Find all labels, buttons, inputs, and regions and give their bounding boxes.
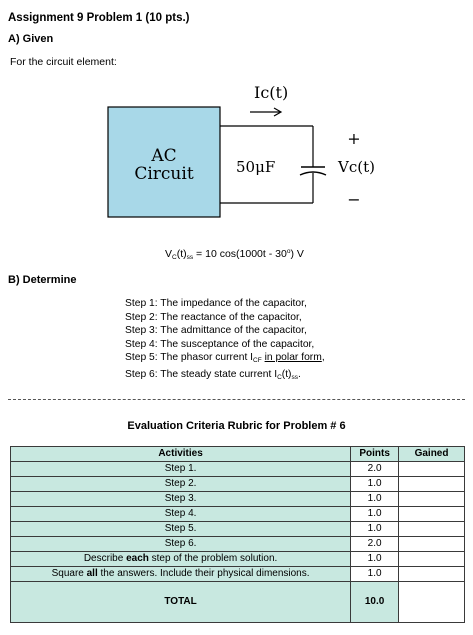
table-row [11, 522, 465, 537]
ac-label: AC [151, 146, 177, 166]
total-row [11, 582, 465, 623]
gained-cell [399, 492, 465, 507]
current-label: Ic(t) [254, 83, 289, 102]
total-gained-cell [399, 582, 465, 623]
activity-cell: Step 5. [11, 522, 351, 537]
total-points: 10.0 [351, 582, 399, 623]
step-5: Step 5: The phasor current $I_{CF}$ in polar form, [125, 352, 325, 365]
step-1: Step 1: The impedance of the capacitor, [125, 298, 307, 309]
table-row [11, 492, 465, 507]
table-row [11, 507, 465, 522]
gained-cell [399, 462, 465, 477]
page-title: Assignment 9 Problem 1 (10 pts.) [8, 12, 190, 24]
table-row [11, 477, 465, 492]
rubric-header-row [11, 447, 465, 462]
gained-cell [399, 552, 465, 567]
dashed-divider [8, 399, 465, 400]
gained-header: Gained [399, 447, 465, 462]
gained-cell [399, 567, 465, 582]
points-cell: 1.0 [351, 552, 399, 567]
step-2: Step 2: The reactance of the capacitor, [125, 311, 302, 323]
step-6: Step 6: The steady state current $I_C(t)_{ss}$. [125, 368, 301, 381]
capacitance-label: 50μF [236, 158, 276, 176]
given-intro: For the circuit element: [10, 56, 117, 68]
activity-cell: Step 2. [11, 477, 351, 492]
step-3: Step 3: The admittance of the capacitor, [125, 325, 307, 337]
minus-sign: − [347, 190, 361, 209]
steps-list [125, 297, 325, 385]
gained-cell [399, 507, 465, 522]
gained-cell [399, 477, 465, 492]
source-equation: $V_C(t)_{ss} = 10$ cos(1000t - 30$^o$) V [165, 248, 304, 261]
points-cell: 2.0 [351, 537, 399, 552]
section-given-heading: A) Given [8, 33, 54, 45]
total-label: TOTAL [11, 582, 351, 623]
rubric-table [10, 446, 465, 623]
activity-cell: Step 4. [11, 507, 351, 522]
points-cell: 1.0 [351, 492, 399, 507]
rubric-title: Evaluation Criteria Rubric for Problem # 6 [127, 420, 346, 432]
points-cell: 1.0 [351, 477, 399, 492]
activity-cell: Describe each step of the problem solution. [11, 552, 351, 567]
table-row [11, 462, 465, 477]
plus-sign: + [347, 129, 361, 148]
activity-cell: Step 1. [11, 462, 351, 477]
step-4: Step 4: The susceptance of the capacitor, [125, 338, 315, 350]
gained-cell [399, 537, 465, 552]
section-determine-heading: B) Determine [8, 274, 77, 286]
circuit-label: Circuit [134, 164, 194, 184]
activity-cell: Step 3. [11, 492, 351, 507]
points-cell: 1.0 [351, 507, 399, 522]
activities-header: Activities [11, 447, 351, 462]
points-cell: 2.0 [351, 462, 399, 477]
gained-cell [399, 522, 465, 537]
activity-cell: Step 6. [11, 537, 351, 552]
points-cell: 1.0 [351, 567, 399, 582]
table-row [11, 537, 465, 552]
activity-cell: Square all the answers. Include their physical dimensions. [11, 567, 351, 582]
voltage-label: Vc(t) [338, 158, 375, 176]
points-cell: 1.0 [351, 522, 399, 537]
points-header: Points [351, 447, 399, 462]
table-row [11, 567, 465, 582]
circuit-diagram [0, 80, 473, 240]
table-row [11, 552, 465, 567]
